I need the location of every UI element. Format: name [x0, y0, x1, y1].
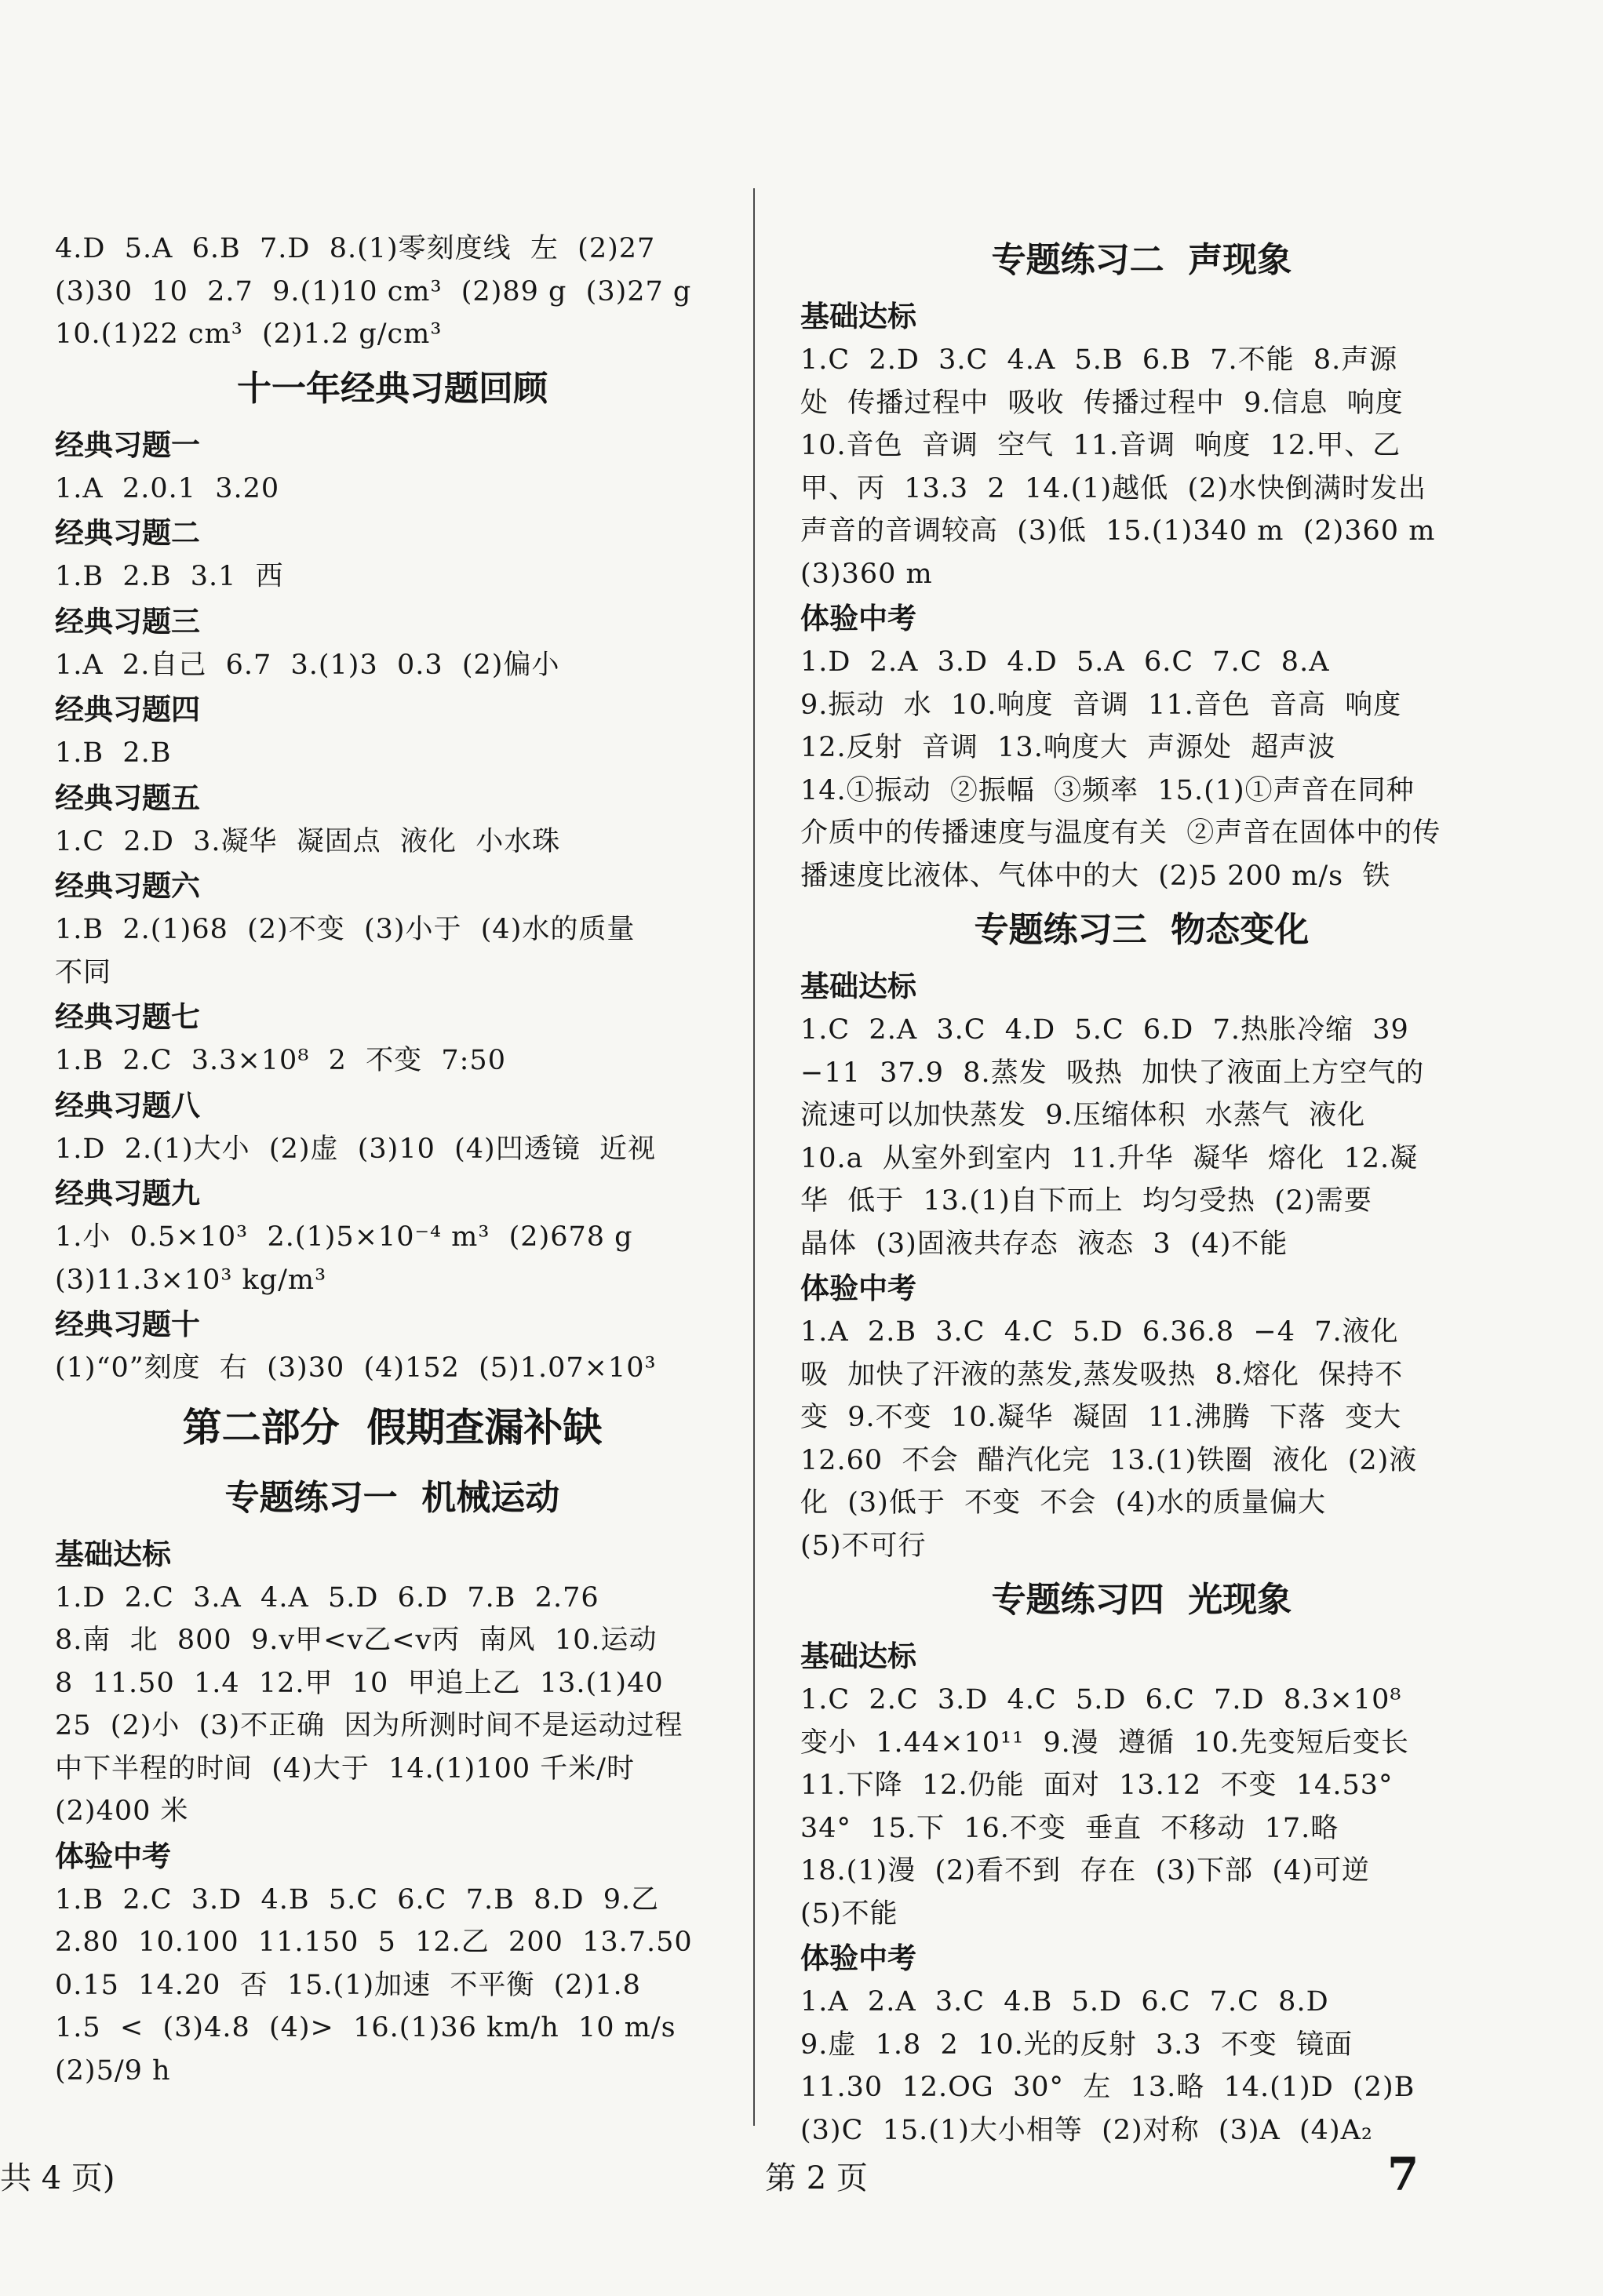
subsection-heading: 体验中考	[800, 1271, 916, 1305]
subsection-heading: 基础达标	[800, 299, 916, 333]
section-title: 专题练习三 物态变化	[974, 910, 1310, 950]
subsection-heading: 体验中考	[55, 1838, 171, 1873]
subsection-heading: 经典习题三	[55, 603, 200, 639]
answer-line: 8.南 北 800 9.v甲<v乙<v丙 南风 10.运动	[55, 1625, 658, 1656]
answer-line: 变小 1.44×10¹¹ 9.漫 遵循 10.先变短后变长	[800, 1727, 1409, 1759]
answer-line: 1.D 2.A 3.D 4.D 5.A 6.C 7.C 8.A	[800, 646, 1330, 678]
footer-page-label: 第 2 页	[765, 2160, 868, 2196]
subsection-heading: 经典习题一	[55, 427, 200, 462]
subsection-heading: 经典习题八	[55, 1087, 200, 1123]
answer-line: 1.C 2.A 3.C 4.D 5.C 6.D 7.热胀冷缩 39	[800, 1014, 1409, 1046]
subsection-heading: 经典习题十	[55, 1307, 200, 1341]
answer-line: 1.A 2.0.1 3.20	[55, 472, 280, 504]
answer-line: 1.B 2.C 3.D 4.B 5.C 6.C 7.B 8.D 9.乙	[55, 1883, 660, 1916]
answer-line: (3)360 m	[800, 558, 933, 590]
answer-line: 8 11.50 1.4 12.甲 10 甲追上乙 13.(1)40	[55, 1667, 664, 1699]
answer-line: (5)不能	[800, 1898, 898, 1930]
answer-line: 晶体 (3)固液共存态 液态 3 (4)不能	[800, 1228, 1288, 1260]
answer-line: 1.B 2.(1)68 (2)不变 (3)小于 (4)水的质量	[55, 914, 636, 945]
answer-line: 声音的音调较高 (3)低 15.(1)340 m (2)360 m	[800, 515, 1436, 547]
subsection-heading: 经典习题二	[55, 515, 200, 550]
subsection-heading: 基础达标	[800, 969, 916, 1003]
part-title: 第二部分 假期查漏补缺	[182, 1403, 603, 1450]
answer-line: 甲、丙 13.3 2 14.(1)越低 (2)水快倒满时发出	[800, 472, 1427, 504]
answer-line: 吸 加快了汗液的蒸发,蒸发吸热 8.熔化 保持不	[800, 1359, 1404, 1391]
footer-page-count: 共 4 页)	[0, 2160, 115, 2196]
answer-line: 1.D 2.C 3.A 4.A 5.D 6.D 7.B 2.76	[55, 1581, 599, 1614]
answer-line: (3)30 10 2.7 9.(1)10 cm³ (2)89 g (3)27 g	[55, 275, 692, 307]
answer-line: 1.B 2.C 3.3×10⁸ 2 不变 7:50	[55, 1045, 506, 1076]
section-title: 专题练习一 机械运动	[224, 1477, 560, 1518]
subsection-heading: 基础达标	[800, 1639, 916, 1673]
answer-line: 流速可以加快蒸发 9.压缩体积 水蒸气 液化	[800, 1100, 1366, 1131]
answer-line: 10.a 从室外到室内 11.升华 凝华 熔化 12.凝	[800, 1142, 1419, 1174]
answer-line: 9.虚 1.8 2 10.光的反射 3.3 不变 镜面	[800, 2029, 1353, 2061]
answer-line: 1.5 < (3)4.8 (4)> 16.(1)36 km/h 10 m/s	[55, 2012, 676, 2043]
answer-line: 25 (2)小 (3)不正确 因为所测时间不是运动过程	[55, 1710, 683, 1741]
section-title: 专题练习四 光现象	[991, 1580, 1292, 1620]
page-number: 7	[1387, 2148, 1419, 2201]
subsection-heading: 经典习题六	[55, 868, 200, 903]
answer-line: 18.(1)漫 (2)看不到 存在 (3)下部 (4)可逆	[800, 1855, 1370, 1887]
answer-line: 9.振动 水 10.响度 音调 11.音色 音高 响度	[800, 689, 1402, 721]
answer-line: 1.B 2.B	[55, 737, 172, 769]
answer-line: 化 (3)低于 不变 不会 (4)水的质量偏大	[800, 1487, 1327, 1519]
answer-line: (2)400 米	[55, 1796, 189, 1827]
answer-line: (1)“0”刻度 右 (3)30 (4)152 (5)1.07×10³	[55, 1352, 657, 1384]
answer-line: 1.A 2.自己 6.7 3.(1)3 0.3 (2)偏小	[55, 649, 560, 681]
subsection-heading: 经典习题五	[55, 780, 200, 815]
answer-line: 不同	[55, 956, 112, 988]
subsection-heading: 经典习题七	[55, 999, 200, 1034]
answer-line: 1.C 2.C 3.D 4.C 5.D 6.C 7.D 8.3×10⁸	[800, 1684, 1402, 1716]
answer-line: 2.80 10.100 11.150 5 12.乙 200 13.7.50	[55, 1927, 693, 1958]
subsection-heading: 经典习题四	[55, 692, 200, 726]
answer-line: 10.音色 音调 空气 11.音调 响度 12.甲、乙	[800, 430, 1401, 461]
answer-line: 10.(1)22 cm³ (2)1.2 g/cm³	[55, 318, 443, 350]
answer-line: (3)11.3×10³ kg/m³	[55, 1264, 327, 1296]
subsection-heading: 经典习题九	[55, 1176, 200, 1210]
answer-line: 1.小 0.5×10³ 2.(1)5×10⁻⁴ m³ (2)678 g	[55, 1221, 633, 1253]
answer-line: 1.A 2.A 3.C 4.B 5.D 6.C 7.C 8.D	[800, 1986, 1329, 2018]
answer-line: −11 37.9 8.蒸发 吸热 加快了液面上方空气的	[800, 1057, 1425, 1089]
answer-line: 华 低于 13.(1)自下而上 均匀受热 (2)需要	[800, 1185, 1372, 1217]
answer-line: 介质中的传播速度与温度有关 ②声音在固体中的传	[800, 817, 1441, 849]
answer-line: (3)C 15.(1)大小相等 (2)对称 (3)A (4)A₂	[800, 2114, 1373, 2146]
answer-line: 中下半程的时间 (4)大于 14.(1)100 千米/时	[55, 1752, 636, 1785]
answer-line: 1.C 2.D 3.C 4.A 5.B 6.B 7.不能 8.声源	[800, 344, 1398, 376]
answer-line: 1.C 2.D 3.凝华 凝固点 液化 小水珠	[55, 825, 561, 857]
answer-line: 11.30 12.OG 30° 左 13.略 14.(1)D (2)B	[800, 2072, 1415, 2103]
subsection-heading: 基础达标	[55, 1536, 171, 1571]
subsection-heading: 体验中考	[800, 1941, 916, 1975]
answer-line: 1.A 2.B 3.C 4.C 5.D 6.36.8 −4 7.液化	[800, 1316, 1399, 1348]
answer-line: (5)不可行	[800, 1530, 927, 1562]
answer-line: 12.反射 音调 13.响度大 声源处 超声波	[800, 732, 1336, 763]
answer-line: 11.下降 12.仍能 面对 13.12 不变 14.53°	[800, 1770, 1394, 1801]
left-column	[55, 227, 730, 2092]
answer-line: 0.15 14.20 否 15.(1)加速 不平衡 (2)1.8	[55, 1969, 641, 2001]
subsection-heading: 体验中考	[800, 601, 916, 635]
answer-line: 1.D 2.(1)大小 (2)虚 (3)10 (4)凹透镜 近视	[55, 1133, 656, 1165]
answer-line: 12.60 不会 醋汽化完 13.(1)铁圈 液化 (2)液	[800, 1444, 1418, 1476]
answer-line: 1.B 2.B 3.1 西	[55, 561, 284, 592]
section-title: 专题练习二 声现象	[991, 240, 1292, 280]
answer-line: 34° 15.下 16.不变 垂直 不移动 17.略	[800, 1812, 1339, 1844]
answer-line: 处 传播过程中 吸收 传播过程中 9.信息 响度	[800, 387, 1404, 419]
answer-line: (2)5/9 h	[55, 2054, 171, 2087]
answer-line: 播速度比液体、气体中的大 (2)5 200 m/s 铁	[800, 860, 1391, 892]
answer-line: 14.①振动 ②振幅 ③频率 15.(1)①声音在同种	[800, 774, 1415, 806]
answer-line: 变 9.不变 10.凝华 凝固 11.沸腾 下落 变大	[800, 1402, 1402, 1433]
answer-line: 4.D 5.A 6.B 7.D 8.(1)零刻度线 左 (2)27	[55, 233, 656, 264]
column-divider	[753, 188, 755, 2126]
section-title: 十一年经典习题回顾	[237, 368, 548, 409]
right-column	[800, 227, 1483, 2152]
